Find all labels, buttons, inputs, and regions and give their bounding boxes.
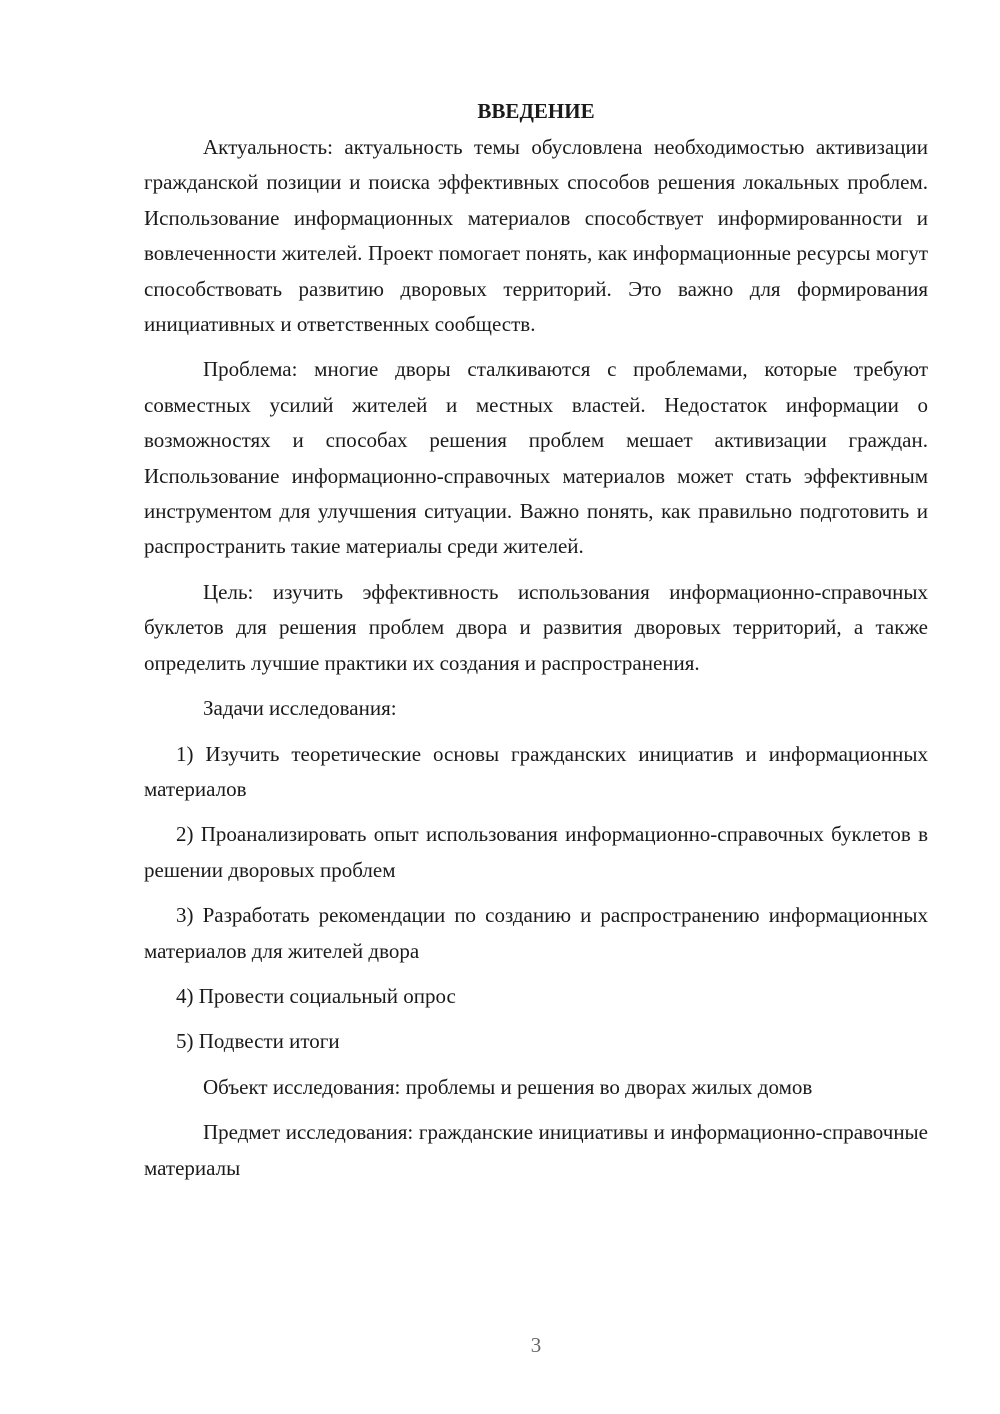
task-item-3: 3) Разработать рекомендации по созданию и распространению информационных материалов для жителей двора xyxy=(144,903,928,963)
task-item-1: 1) Изучить теоретические основы гражданских инициатив и информационных материалов xyxy=(144,741,928,801)
tasks-heading: Задачи исследования: xyxy=(203,696,397,721)
task-item-2: 2) Проанализировать опыт использования информационно-справочных буклетов в решении дворовых проблем xyxy=(144,822,928,882)
research-object-paragraph: Объект исследования: проблемы и решения во дворах жилых домов xyxy=(203,1074,813,1099)
task-item-4: 4) Провести социальный опрос xyxy=(176,983,456,1008)
document-page xyxy=(144,96,928,1196)
page-number: 3 xyxy=(530,1333,542,1357)
section-title: ВВЕДЕНИЕ xyxy=(477,99,595,123)
relevance-paragraph: Актуальность: актуальность темы обусловлена необходимостью активизации гражданской позиции и поиска эффективных способов решения локальных проблем. Использование информационных материалов способствует информированности и вовлеченности жителей. Проект помогает понять, как информационные ресурсы могут способствовать развитию дворовых территорий. Это важно для формирования инициативных и ответственных сообществ. xyxy=(144,135,928,337)
problem-paragraph: Проблема: многие дворы сталкиваются с проблемами, которые требуют совместных усилий жителей и местных властей. Недостаток информации о возможностях и способах решения проблем мешает активизации граждан. Использование информационно-справочных материалов может стать эффективным инструментом для улучшения ситуации. Важно понять, как правильно подготовить и распространить такие материалы среди жителей. xyxy=(144,357,928,559)
goal-paragraph: Цель: изучить эффективность использования информационно-справочных буклетов для решения проблем двора и развития дворовых территорий, а также определить лучшие практики их создания и распространения. xyxy=(144,579,928,675)
research-subject-paragraph: Предмет исследования: гражданские инициативы и информационно-справочные материалы xyxy=(144,1120,928,1180)
task-item-5: 5) Подвести итоги xyxy=(176,1029,340,1054)
